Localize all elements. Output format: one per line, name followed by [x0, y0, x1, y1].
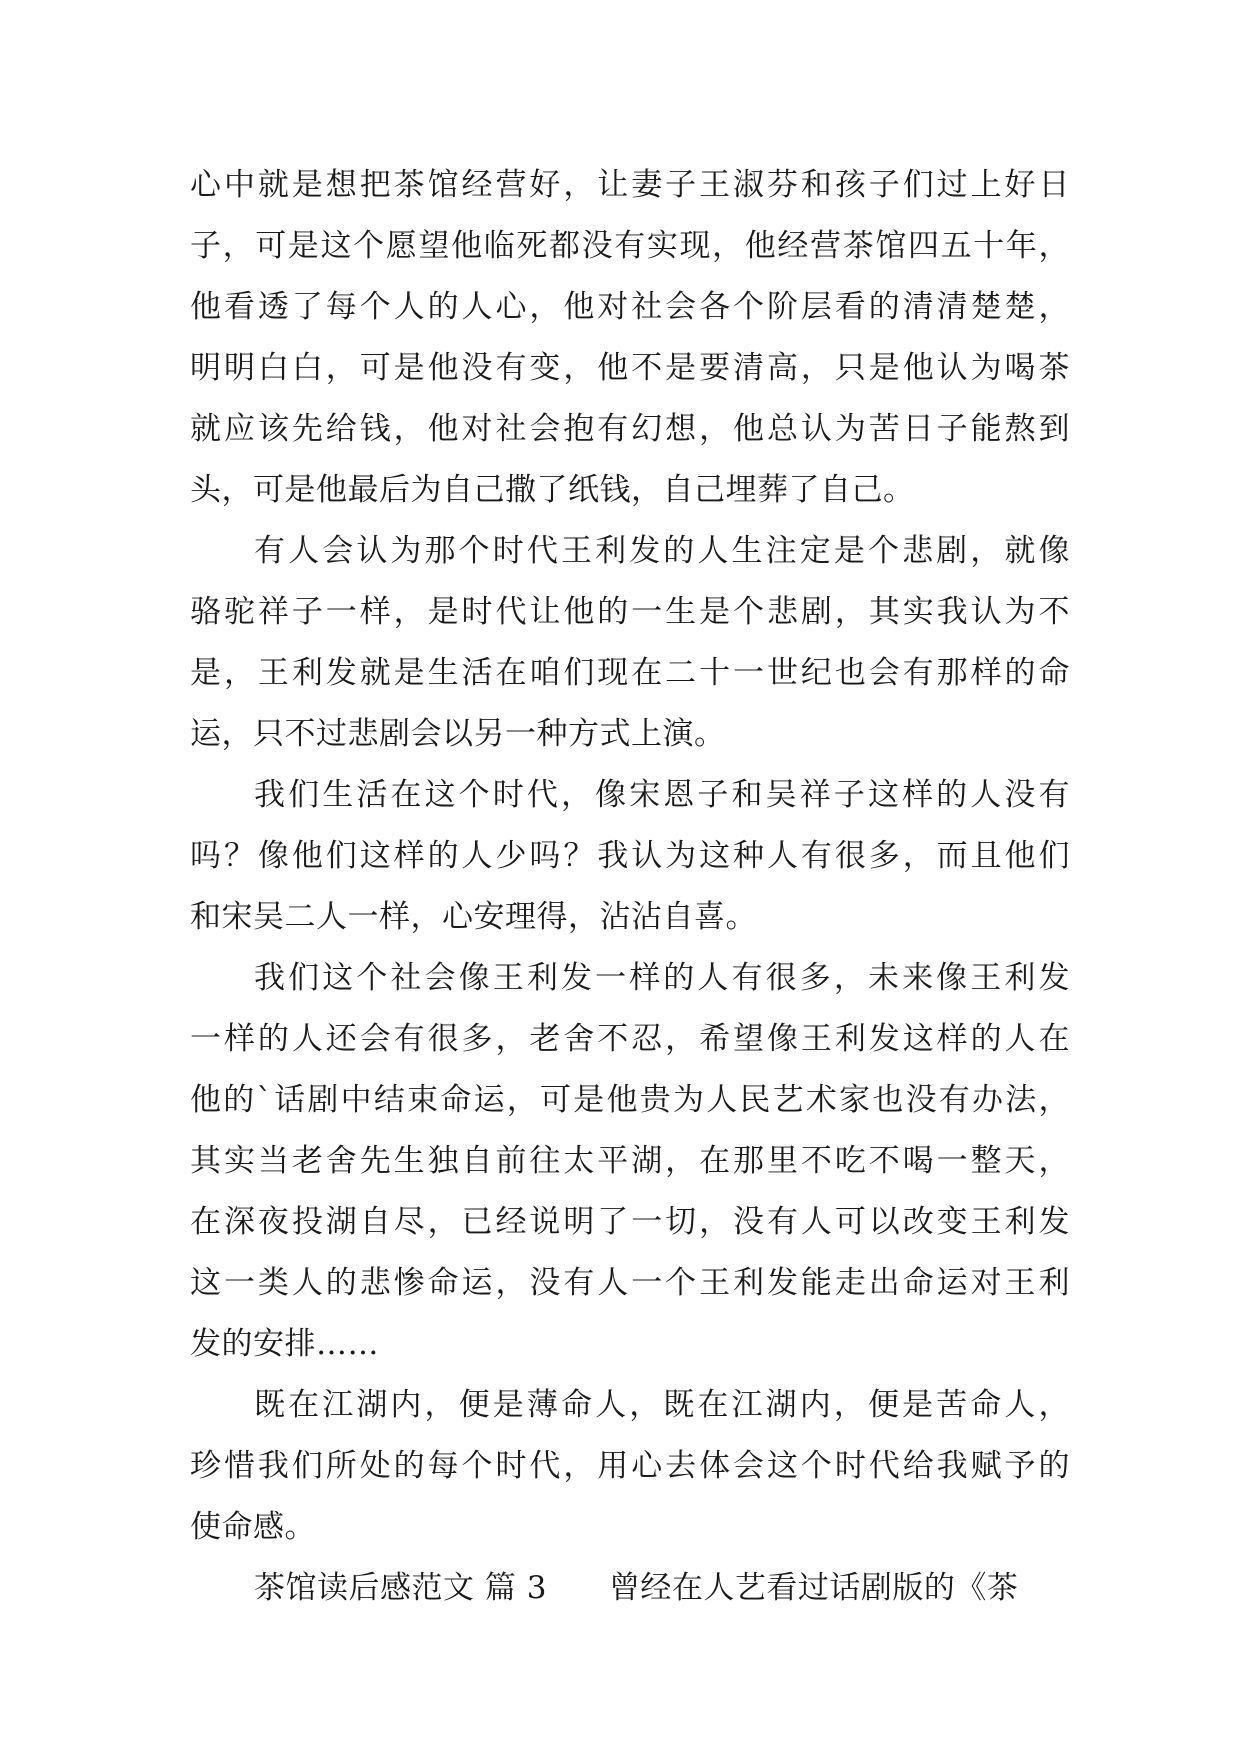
- paragraph-line: 这一类人的悲惨命运，没有人一个王利发能走出命运对王利: [190, 1265, 1070, 1301]
- section-heading: 茶馆读后感范文 篇 3: [254, 1570, 547, 1606]
- paragraph-line: 使命感。: [190, 1509, 316, 1545]
- section-continuation-text: 曾经在人艺看过话剧版的《茶: [608, 1570, 1019, 1606]
- document-body: [190, 155, 1070, 1619]
- paragraph-line: 我们这个社会像王利发一样的人有很多，未来像王利发: [254, 960, 1070, 996]
- paragraph-line: 他看透了每个人的人心，他对社会各个阶层看的清清楚楚，: [190, 289, 1070, 325]
- paragraph-line: 运，只不过悲剧会以另一种方式上演。: [190, 716, 726, 752]
- section-heading-line: [190, 1558, 1070, 1619]
- paragraph-line: 明明白白，可是他没有变，他不是要清高，只是他认为喝茶: [190, 350, 1070, 386]
- paragraph-line: 一样的人还会有很多，老舍不忍，希望像王利发这样的人在: [190, 1021, 1070, 1057]
- paragraph-line: 我们生活在这个时代，像宋恩子和吴祥子这样的人没有: [254, 777, 1070, 813]
- paragraph-line: 其实当老舍先生独自前往太平湖，在那里不吃不喝一整天，: [190, 1143, 1070, 1179]
- paragraph-line: 子，可是这个愿望他临死都没有实现，他经营茶馆四五十年，: [190, 228, 1070, 264]
- paragraph-line: 珍惜我们所处的每个时代，用心去体会这个时代给我赋予的: [190, 1448, 1070, 1484]
- paragraph-line: 有人会认为那个时代王利发的人生注定是个悲剧，就像: [254, 533, 1070, 569]
- paragraph-line: 既在江湖内，便是薄命人，既在江湖内，便是苦命人，: [254, 1387, 1070, 1423]
- paragraph-line: 骆驼祥子一样，是时代让他的一生是个悲剧，其实我认为不: [190, 594, 1070, 630]
- paragraph-line: 在深夜投湖自尽，已经说明了一切，没有人可以改变王利发: [190, 1204, 1070, 1240]
- paragraph-line: 吗？像他们这样的人少吗？我认为这种人有很多，而且他们: [190, 838, 1070, 874]
- paragraph-line: 心中就是想把茶馆经营好，让妻子王淑芬和孩子们过上好日: [190, 167, 1070, 203]
- paragraph-line: 和宋吴二人一样，心安理得，沾沾自喜。: [190, 899, 757, 935]
- paragraph-line: 就应该先给钱，他对社会抱有幻想，他总认为苦日子能熬到: [190, 411, 1070, 447]
- paragraph-line: 是，王利发就是生活在咱们现在二十一世纪也会有那样的命: [190, 655, 1070, 691]
- paragraph-line: 他的`话剧中结束命运，可是他贵为人民艺术家也没有办法，: [190, 1082, 1070, 1118]
- paragraph-line: 头，可是他最后为自己撒了纸钱，自己埋葬了自己。: [190, 472, 915, 508]
- paragraph-line: 发的安排……: [190, 1326, 379, 1362]
